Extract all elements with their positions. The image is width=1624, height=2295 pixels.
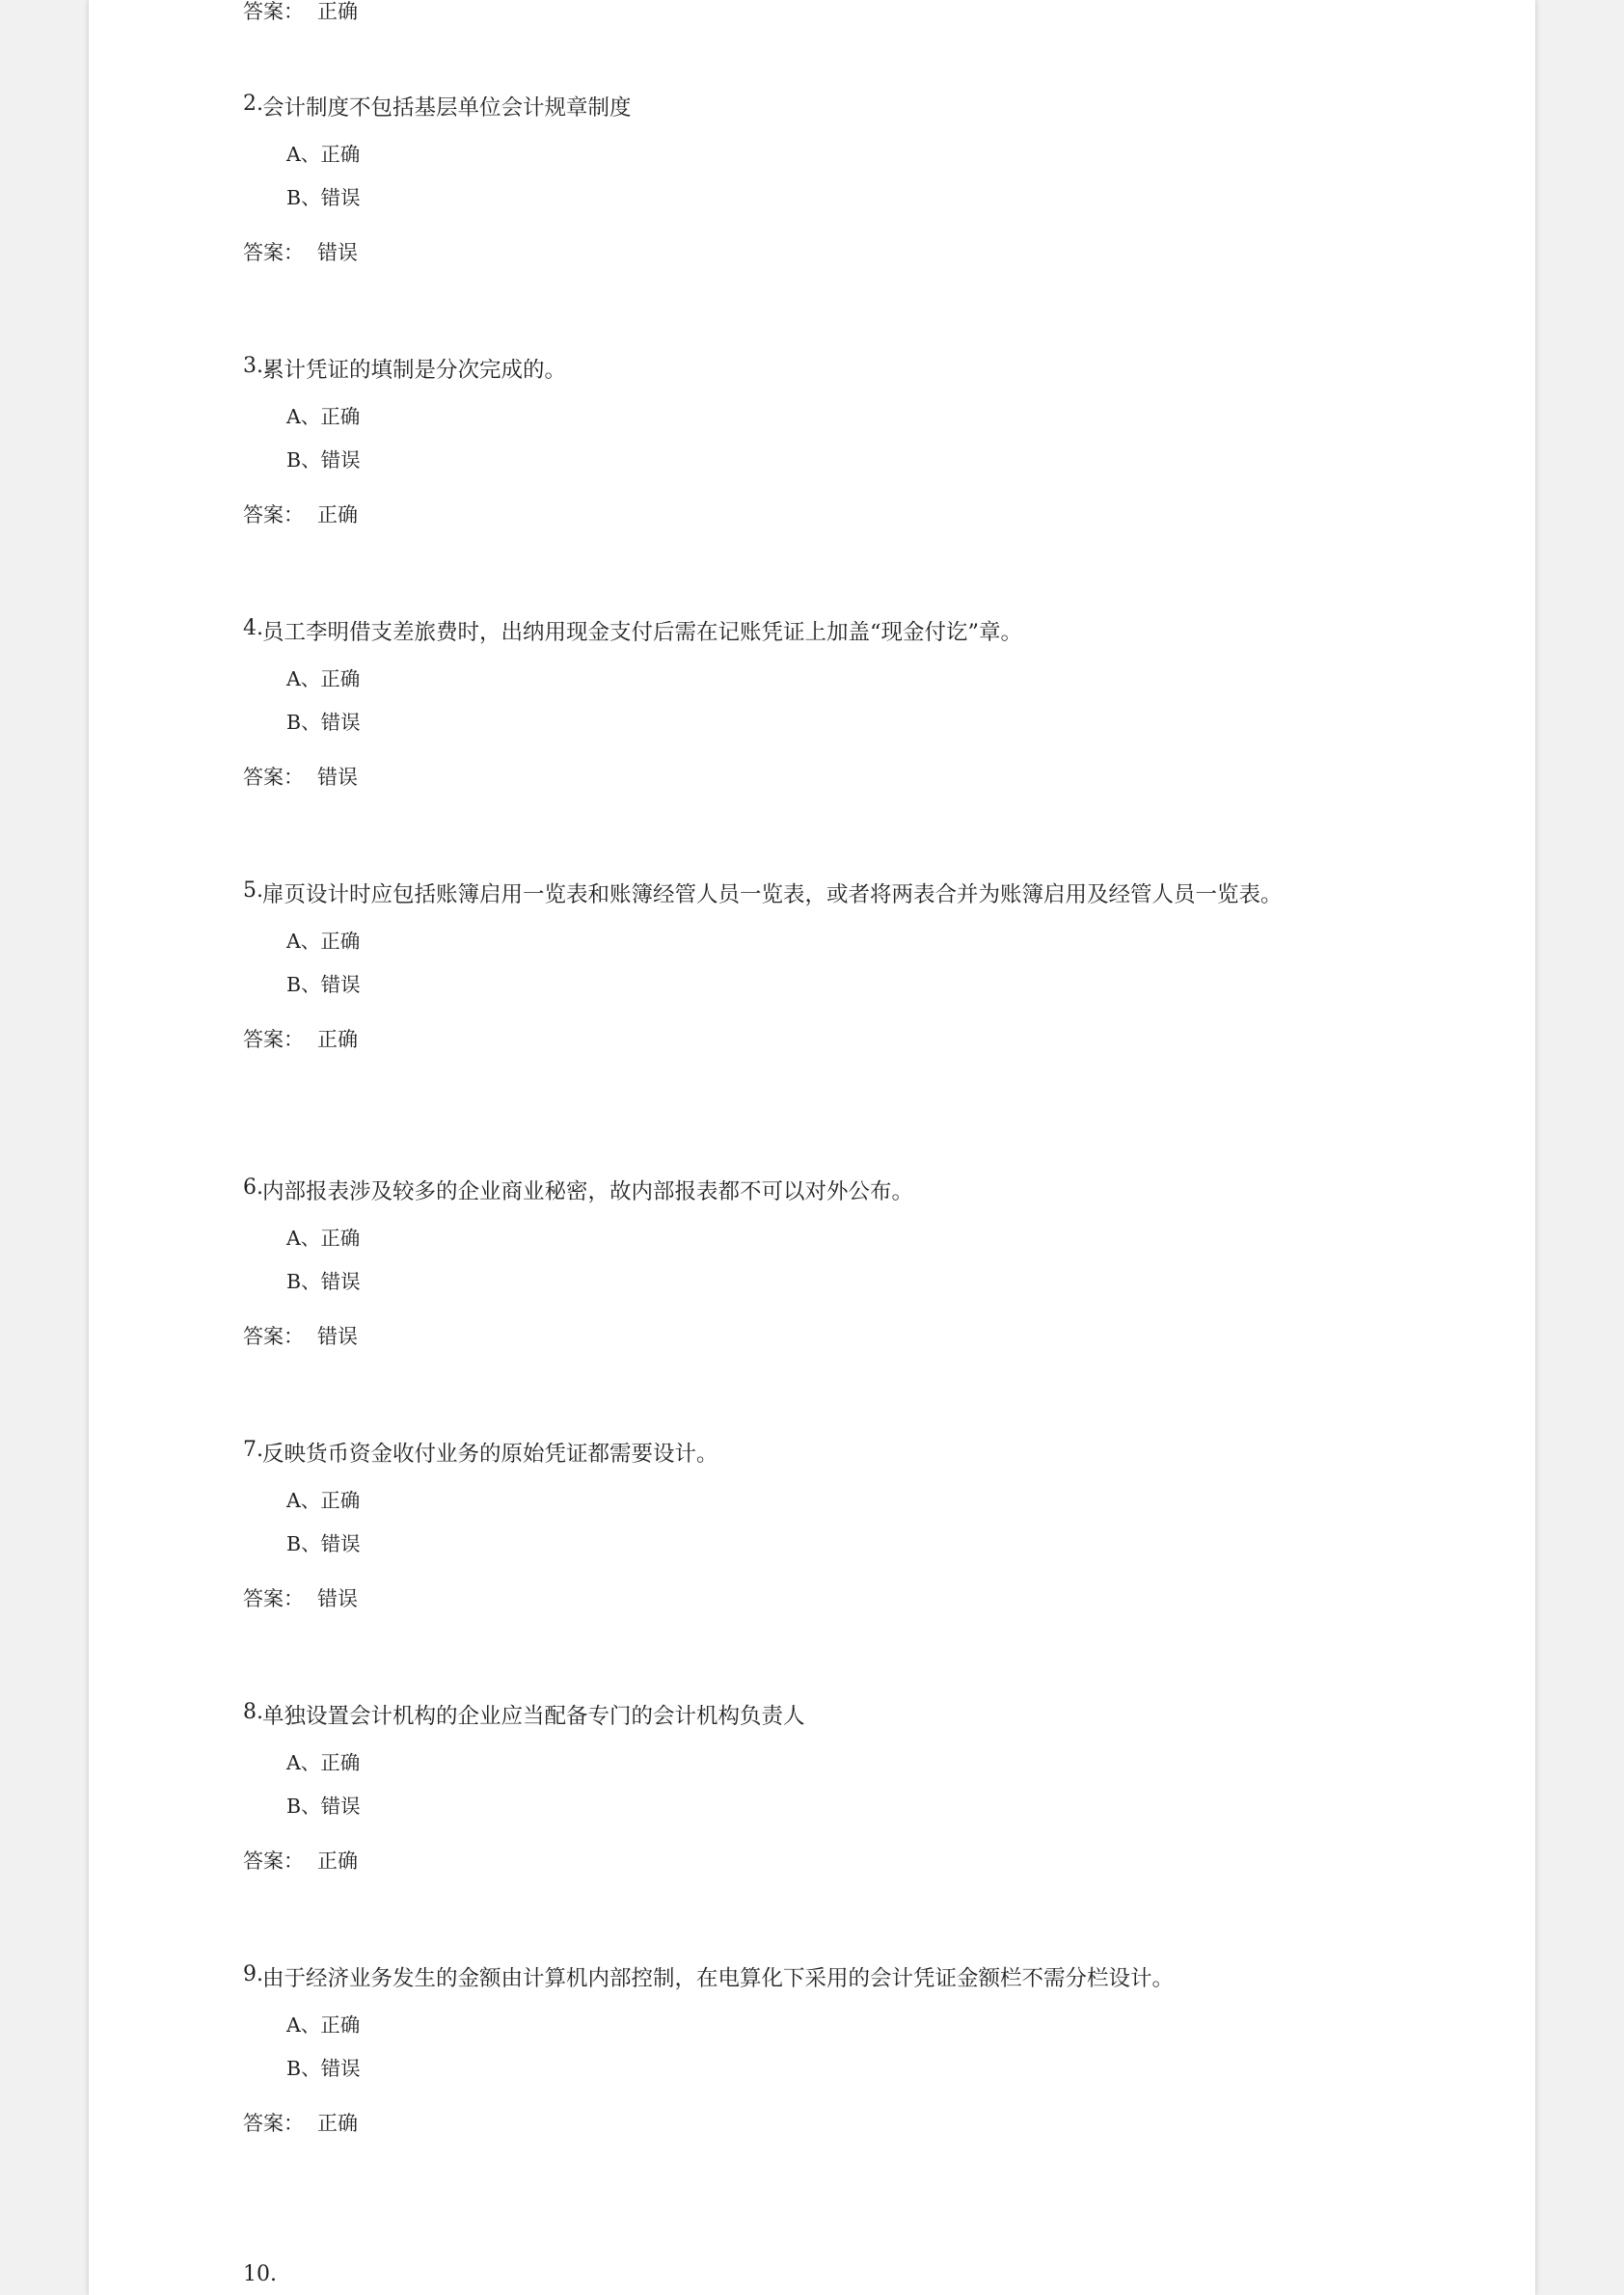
answer-label: 答案：	[243, 2112, 304, 2135]
question-text: 累计凭证的填制是分次完成的。	[262, 358, 567, 383]
answer-value: 错误	[317, 766, 358, 789]
option-a[interactable]: A、正确	[286, 1751, 361, 1774]
question-text: 会计制度不包括基层单位会计规章制度	[262, 95, 632, 121]
answer-value: 正确	[317, 2112, 358, 2135]
answer-line	[243, 1850, 1285, 1873]
answer-label: 答案：	[243, 1028, 304, 1051]
answer-line	[243, 766, 1285, 789]
options-list	[243, 2013, 1285, 2100]
answer-label: 答案：	[243, 1587, 304, 1610]
option-a[interactable]: A、正确	[286, 405, 361, 428]
answer-line	[243, 503, 1285, 526]
question-stem	[243, 1174, 1285, 1209]
option-a[interactable]: A、正确	[286, 1227, 361, 1250]
answer-value: 正确	[317, 1028, 358, 1051]
question-number: 8.	[243, 1700, 263, 1724]
option-a[interactable]: A、正确	[286, 2013, 361, 2037]
answer-line	[243, 0, 358, 23]
option-b[interactable]: B、错误	[286, 1532, 361, 1555]
option-b[interactable]: B、错误	[286, 1270, 361, 1293]
option-b[interactable]: B、错误	[286, 2057, 361, 2080]
answer-label: 答案：	[243, 241, 304, 264]
question-text: 内部报表涉及较多的企业商业秘密，故内部报表都不可以对外公布。	[262, 1179, 914, 1204]
answer-line	[243, 1325, 1285, 1348]
question-text: 反映货币资金收付业务的原始凭证都需要设计。	[262, 1442, 718, 1467]
question-number: 10.	[243, 2262, 277, 2286]
options-list	[243, 1489, 1285, 1576]
question-stem	[243, 353, 1285, 388]
option-a[interactable]: A、正确	[286, 1489, 361, 1512]
question-number: 6.	[243, 1175, 263, 1200]
question-number: 5.	[243, 878, 263, 903]
answer-label: 答案：	[243, 1850, 304, 1873]
answer-line	[243, 2112, 1285, 2135]
answer-value: 错误	[317, 1325, 358, 1348]
question-text: 扉页设计时应包括账簿启用一览表和账簿经管人员一览表，或者将两表合并为账簿启用及经管人员一览表。	[262, 882, 1283, 907]
question-text: 单独设置会计机构的企业应当配备专门的会计机构负责人	[262, 1704, 805, 1729]
answer-label: 答案：	[243, 503, 304, 526]
answer-value: 正确	[317, 1850, 358, 1873]
question-item	[243, 615, 1285, 789]
question-item	[243, 91, 1285, 264]
option-b[interactable]: B、错误	[286, 711, 361, 734]
answer-label: 答案：	[243, 766, 304, 789]
question-item	[243, 878, 1285, 1051]
document-page	[89, 0, 1535, 2295]
options-list	[243, 1751, 1285, 1838]
options-list	[243, 930, 1285, 1016]
answer-line	[243, 241, 1285, 264]
question-item	[243, 1174, 1285, 1348]
question-stem	[243, 91, 1285, 125]
option-b[interactable]: B、错误	[286, 448, 361, 472]
answer-label: 答案：	[243, 0, 304, 23]
answer-value: 错误	[317, 241, 358, 264]
option-a[interactable]: A、正确	[286, 930, 361, 953]
answer-line	[243, 1587, 1285, 1610]
question-stem	[243, 878, 1285, 912]
question-stem	[243, 1699, 1285, 1734]
question-number: 9.	[243, 1962, 263, 1986]
question-item	[243, 1961, 1285, 2135]
question-item	[243, 1437, 1285, 1610]
answer-line	[243, 1028, 1285, 1051]
question-number: 4.	[243, 616, 263, 640]
answer-value: 错误	[317, 1587, 358, 1610]
option-b[interactable]: B、错误	[286, 186, 361, 209]
question-stem	[243, 1961, 1285, 1996]
option-b[interactable]: B、错误	[286, 973, 361, 996]
option-a[interactable]: A、正确	[286, 143, 361, 166]
options-list	[243, 143, 1285, 230]
options-list	[243, 1227, 1285, 1313]
question-stem	[243, 1437, 1285, 1472]
option-a[interactable]: A、正确	[286, 667, 361, 690]
answer-value: 正确	[317, 0, 358, 23]
question-number: 7.	[243, 1438, 263, 1462]
options-list	[243, 405, 1285, 492]
question-number: 2.	[243, 92, 263, 116]
question-item	[243, 353, 1285, 526]
question-number: 3.	[243, 354, 263, 378]
answer-value: 正确	[317, 503, 358, 526]
options-list	[243, 667, 1285, 754]
question-stem	[243, 615, 1285, 650]
question-text: 由于经济业务发生的金额由计算机内部控制，在电算化下采用的会计凭证金额栏不需分栏设计。	[262, 1966, 1175, 1991]
question-text: 员工李明借支差旅费时，出纳用现金支付后需在记账凭证上加盖“现金付讫”章。	[262, 620, 1023, 645]
answer-label: 答案：	[243, 1325, 304, 1348]
option-b[interactable]: B、错误	[286, 1795, 361, 1818]
question-item	[243, 1699, 1285, 1873]
